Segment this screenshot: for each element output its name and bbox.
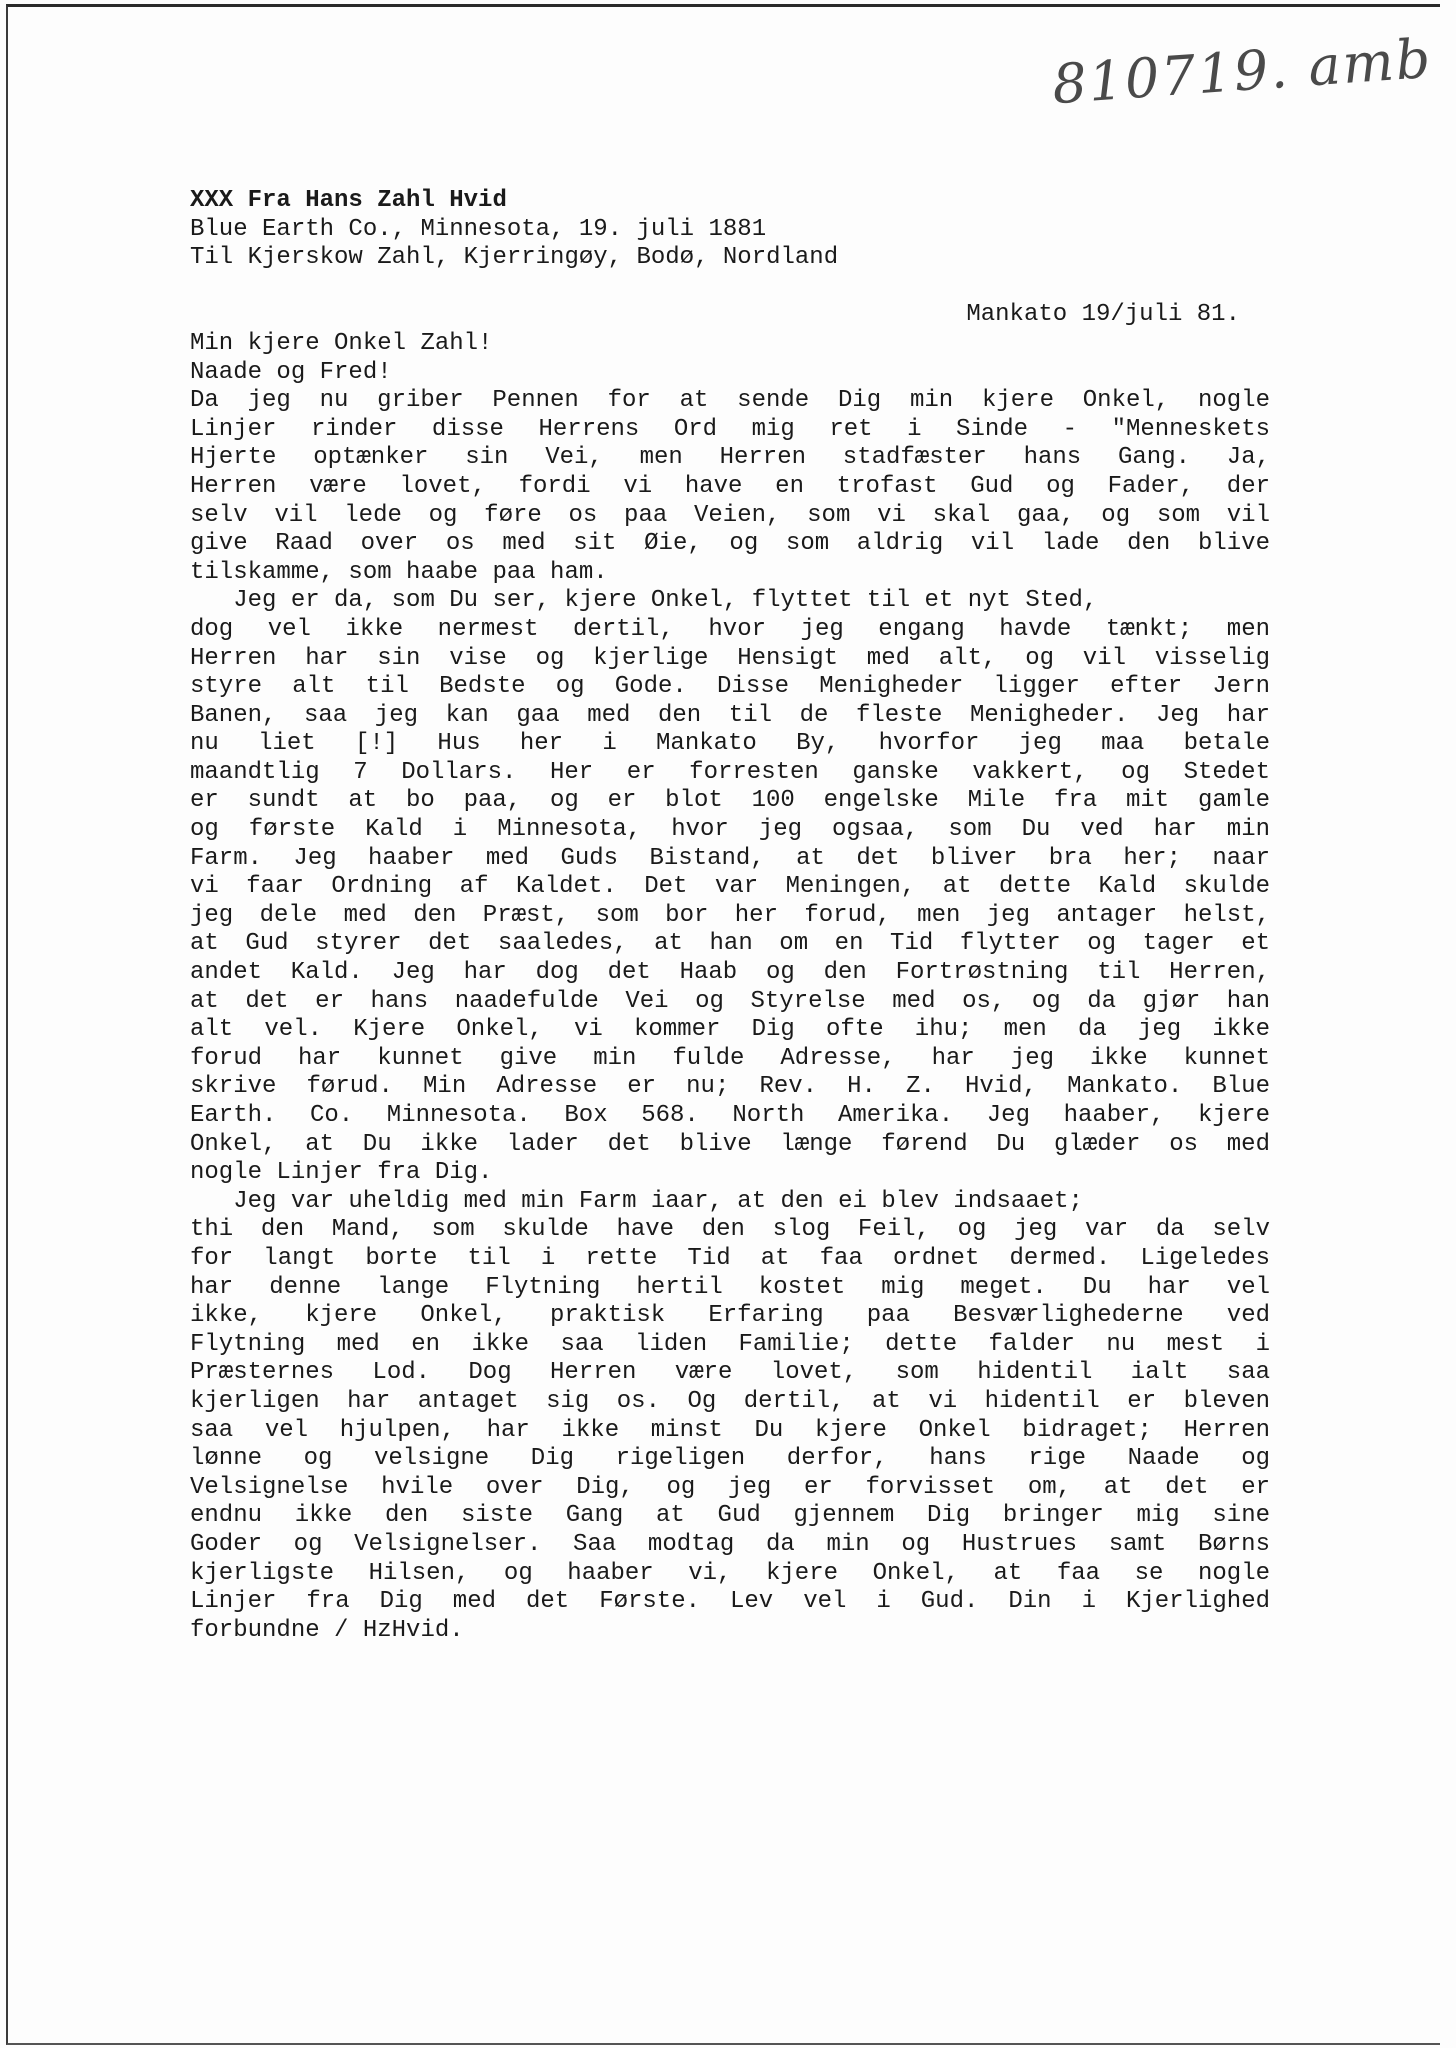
text-line: kjerligen har antaget sig os. Og dertil, at vi hidentil er bleven bbox=[190, 1387, 1270, 1415]
letter-recipient: Til Kjerskow Zahl, Kjerringøy, Bodø, Nordland bbox=[190, 244, 839, 272]
text-line: Velsignelse hvile over Dig, og jeg er forvisset om, at det er bbox=[190, 1473, 1270, 1501]
text-line: Linjer rinder disse Herrens Ord mig ret i Sinde - "Menneskets bbox=[190, 415, 1270, 443]
text-line: Jeg er da, som Du ser, kjere Onkel, flyttet til et nyt Sted, bbox=[190, 587, 1098, 615]
letter-origin: Blue Earth Co., Minnesota, 19. juli 1881 bbox=[190, 215, 767, 243]
text-line: Hjerte optænker sin Vei, men Herren stadfæster hans Gang. Ja, bbox=[190, 444, 1270, 472]
text-line: nogle Linjer fra Dig. bbox=[190, 1159, 493, 1187]
paragraph-2 bbox=[190, 587, 1270, 1187]
greeting-line: Naade og Fred! bbox=[190, 358, 392, 386]
text-line: jeg dele med den Præst, som bor her forud, men jeg antager helst, bbox=[190, 901, 1270, 929]
text-line: dog vel ikke nermest dertil, hvor jeg engang havde tænkt; men bbox=[190, 615, 1270, 643]
letter-dateline: Mankato 19/juli 81. bbox=[966, 301, 1240, 329]
text-line: kjerligste Hilsen, og haaber vi, kjere Onkel, at faa se nogle bbox=[190, 1559, 1270, 1587]
text-line: Herren har sin vise og kjerlige Hensigt med alt, og vil visselig bbox=[190, 644, 1270, 672]
spacer bbox=[190, 273, 1270, 302]
text-line: saa vel hjulpen, har ikke minst Du kjere Onkel bidraget; Herren bbox=[190, 1416, 1270, 1444]
text-line: er sundt at bo paa, og er blot 100 engelske Mile fra mit gamle bbox=[190, 787, 1270, 815]
text-line: Præsternes Lod. Dog Herren være lovet, som hidentil ialt saa bbox=[190, 1359, 1270, 1387]
text-line: tilskamme, som haabe paa ham. bbox=[190, 558, 608, 586]
text-line: vi faar Ordning af Kaldet. Det var Meningen, at dette Kald skulde bbox=[190, 873, 1270, 901]
text-line: Farm. Jeg haaber med Guds Bistand, at det bliver bra her; naar bbox=[190, 844, 1270, 872]
letter-title: XXX Fra Hans Zahl Hvid bbox=[190, 187, 507, 214]
text-line: selv vil lede og føre os paa Veien, som vi skal gaa, og som vil bbox=[190, 501, 1270, 529]
text-line: lønne og velsigne Dig rigeligen derfor, hans rige Naade og bbox=[190, 1445, 1270, 1473]
text-line: endnu ikke den siste Gang at Gud gjennem Dig bringer mig sine bbox=[190, 1502, 1270, 1530]
text-line: at Gud styrer det saaledes, at han om en Tid flytter og tager et bbox=[190, 930, 1270, 958]
paragraph-1 bbox=[190, 387, 1270, 587]
archive-reference-handwritten: 810719. amb bbox=[1050, 26, 1435, 117]
text-line: Onkel, at Du ikke lader det blive længe førend Du glæder os med bbox=[190, 1130, 1270, 1158]
paragraph-3 bbox=[190, 1188, 1270, 1646]
text-line: andet Kald. Jeg har dog det Haab og den Fortrøstning til Herren, bbox=[190, 959, 1270, 987]
text-line: har denne lange Flytning hertil kostet mig meget. Du har vel bbox=[190, 1273, 1270, 1301]
text-line: Jeg var uheldig med min Farm iaar, at den ei blev indsaaet; bbox=[190, 1187, 1083, 1215]
text-line: Herren være lovet, fordi vi have en trofast Gud og Fader, der bbox=[190, 472, 1270, 500]
text-line: Flytning med en ikke saa liden Familie; dette falder nu mest i bbox=[190, 1330, 1270, 1358]
greeting-line: Min kjere Onkel Zahl! bbox=[190, 329, 493, 357]
text-line: forbundne / HzHvid. bbox=[190, 1616, 464, 1644]
text-line: give Raad over os med sit Øie, og som aldrig vil lade den blive bbox=[190, 530, 1270, 558]
text-line: ikke, kjere Onkel, praktisk Erfaring paa Besværlighederne ved bbox=[190, 1302, 1270, 1330]
text-line: Goder og Velsignelser. Saa modtag da min og Hustrues samt Børns bbox=[190, 1530, 1270, 1558]
letter-transcription bbox=[190, 187, 1270, 1645]
text-line: thi den Mand, som skulde have den slog Feil, og jeg var da selv bbox=[190, 1216, 1270, 1244]
text-line: Earth. Co. Minnesota. Box 568. North Amerika. Jeg haaber, kjere bbox=[190, 1102, 1270, 1129]
text-line: skrive førud. Min Adresse er nu; Rev. H. Z. Hvid, Mankato. Blue bbox=[190, 1073, 1270, 1101]
text-line: Banen, saa jeg kan gaa med den til de fleste Menigheder. Jeg har bbox=[190, 701, 1270, 729]
text-line: at det er hans naadefulde Vei og Styrelse med os, og da gjør han bbox=[190, 987, 1270, 1015]
text-line: maandtlig 7 Dollars. Her er forresten ganske vakkert, og Stedet bbox=[190, 758, 1270, 786]
text-line: nu liet [!] Hus her i Mankato By, hvorfor jeg maa betale bbox=[190, 730, 1270, 758]
text-line: og første Kald i Minnesota, hvor jeg ogsaa, som Du ved har min bbox=[190, 816, 1270, 844]
text-line: Linjer fra Dig med det Første. Lev vel i Gud. Din i Kjerlighed bbox=[190, 1588, 1270, 1616]
text-line: Da jeg nu griber Pennen for at sende Dig min kjere Onkel, nogle bbox=[190, 387, 1270, 415]
text-line: alt vel. Kjere Onkel, vi kommer Dig ofte ihu; men da jeg ikke bbox=[190, 1016, 1270, 1044]
text-line: forud har kunnet give min fulde Adresse, har jeg ikke kunnet bbox=[190, 1044, 1270, 1072]
text-line: for langt borte til i rette Tid at faa ordnet dermed. Ligeledes bbox=[190, 1244, 1270, 1272]
text-line: styre alt til Bedste og Gode. Disse Menigheder ligger efter Jern bbox=[190, 673, 1270, 701]
